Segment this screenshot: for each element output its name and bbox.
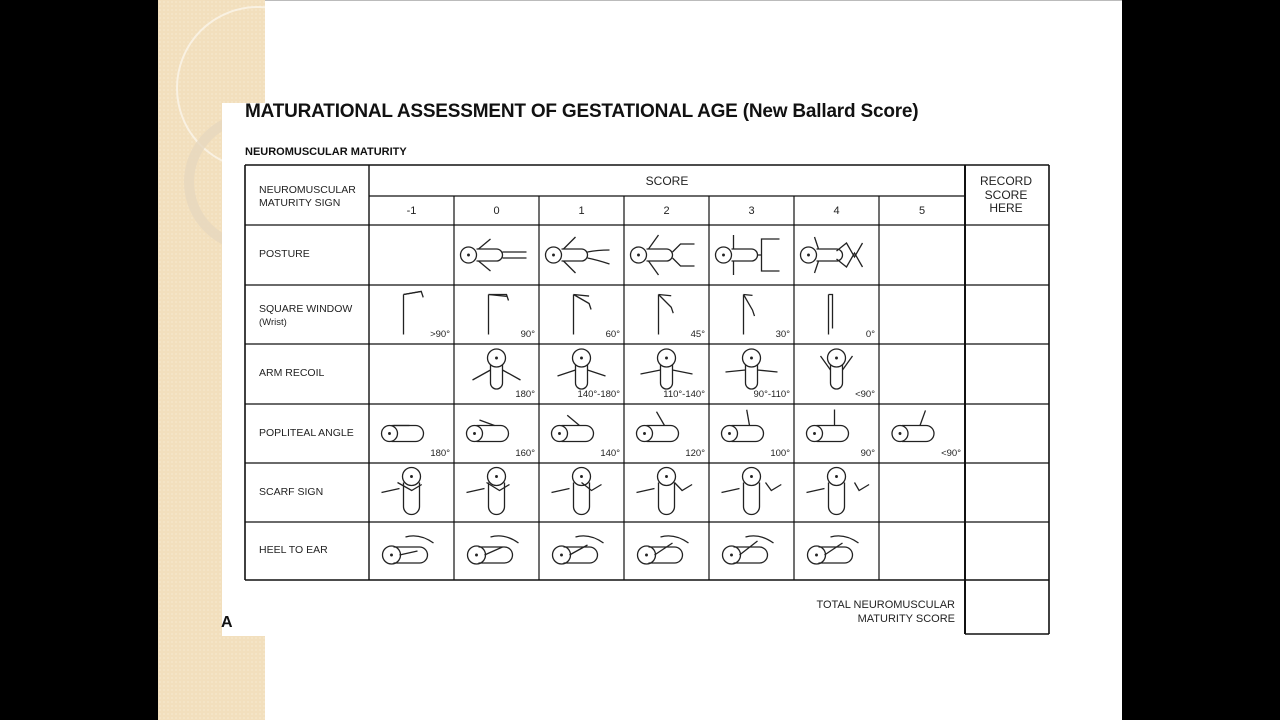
angle-value: 30° [775, 329, 790, 340]
popliteal-angle-figure-score-5 [892, 410, 934, 441]
row-label: POPLITEAL ANGLE [259, 426, 354, 439]
row-label: POSTURE [259, 248, 310, 260]
posture-figure-score-2 [631, 235, 695, 275]
heel-to-ear-figure-score-3 [723, 536, 774, 564]
popliteal-angle-figure-score--1 [382, 426, 424, 442]
popliteal-angle-figure-score-2 [637, 412, 679, 442]
sign-column-header: NEUROMUSCULAR [259, 184, 356, 196]
row-label: SQUARE WINDOW [259, 302, 353, 315]
square-window-figure-score-0 [489, 295, 509, 335]
heel-to-ear-figure-score--1 [383, 536, 434, 564]
page-title: MATURATIONAL ASSESSMENT OF GESTATIONAL AGE (New Ballard Score) [245, 101, 919, 122]
square-window-figure-score-4 [829, 295, 833, 335]
arm-recoil-figure-score-2 [641, 349, 693, 389]
angle-value: 60° [605, 329, 620, 340]
record-score-input[interactable] [967, 346, 1047, 402]
sign-column-header: MATURITY SIGN [259, 197, 341, 209]
angle-value: <90° [855, 389, 875, 400]
angle-value: 45° [690, 329, 705, 340]
record-score-header: HERE [989, 201, 1023, 215]
heel-to-ear-figure-score-2 [638, 536, 689, 564]
record-score-input[interactable] [967, 406, 1047, 461]
posture-figure-score-3 [716, 235, 780, 275]
angle-value: 110°-140° [663, 389, 705, 400]
square-window-figure-score-1 [574, 295, 592, 335]
angle-value: 140°-180° [577, 389, 620, 400]
row-label: ARM RECOIL [259, 367, 325, 379]
scarf-sign-figure-score-3 [722, 468, 782, 515]
row-label: SCARF SIGN [259, 485, 324, 498]
total-label: MATURITY SCORE [857, 613, 955, 625]
record-score-input[interactable] [967, 524, 1047, 578]
arm-recoil-figure-score-3 [726, 349, 778, 389]
record-score-input[interactable] [967, 465, 1047, 520]
angle-value: <90° [941, 448, 961, 459]
posture-figure-score-1 [546, 237, 610, 273]
square-window-figure-score-3 [744, 295, 755, 335]
row-label: HEEL TO EAR [259, 544, 328, 556]
popliteal-angle-figure-score-1 [552, 415, 594, 441]
row-sublabel: (Wrist) [259, 316, 287, 328]
angle-value: 90°-110° [753, 389, 790, 400]
score-header: SCORE [645, 174, 689, 188]
score-column-label--1: -1 [406, 205, 417, 217]
scarf-sign-figure-score-0 [467, 468, 510, 515]
angle-value: 0° [865, 329, 875, 340]
angle-value: 90° [860, 448, 875, 459]
popliteal-angle-figure-score-4 [807, 410, 849, 442]
arm-recoil-figure-score-0 [473, 349, 521, 389]
heel-to-ear-figure-score-4 [808, 536, 859, 564]
scarf-sign-figure-score-2 [637, 468, 693, 515]
section-heading: NEUROMUSCULAR MATURITY [245, 146, 407, 158]
scarf-sign-figure-score--1 [382, 468, 422, 515]
total-score-input[interactable] [967, 582, 1047, 632]
score-column-label-0: 0 [493, 205, 500, 217]
angle-value: 160° [515, 448, 535, 459]
scarf-sign-figure-score-1 [552, 468, 602, 515]
angle-value: 180° [515, 389, 535, 400]
angle-value: 140° [600, 448, 620, 459]
angle-value: 100° [770, 448, 790, 459]
record-score-header: RECORD [979, 174, 1033, 188]
square-window-figure-score-2 [659, 295, 674, 335]
record-score-header: SCORE [984, 187, 1028, 202]
arm-recoil-figure-score-1 [558, 349, 606, 389]
score-column-label-1: 1 [578, 205, 585, 217]
figure-letter: A [221, 614, 233, 631]
heel-to-ear-figure-score-1 [553, 536, 604, 564]
score-column-label-3: 3 [748, 205, 755, 217]
scarf-sign-figure-score-4 [807, 468, 870, 515]
popliteal-angle-figure-score-0 [467, 420, 509, 441]
score-column-label-4: 4 [833, 205, 840, 217]
arm-recoil-figure-score-4 [821, 349, 853, 389]
angle-value: >90° [430, 329, 450, 340]
score-column-label-2: 2 [663, 205, 670, 217]
popliteal-angle-figure-score-3 [722, 410, 764, 442]
angle-value: 120° [685, 448, 705, 459]
square-window-figure-score--1 [404, 291, 424, 334]
posture-figure-score-0 [461, 239, 527, 271]
heel-to-ear-figure-score-0 [468, 536, 519, 564]
score-column-label-5: 5 [918, 205, 926, 217]
angle-value: 180° [430, 448, 450, 459]
record-score-input[interactable] [967, 287, 1047, 342]
angle-value: 90° [520, 329, 535, 340]
record-score-input[interactable] [967, 227, 1047, 283]
posture-figure-score-4 [801, 237, 863, 273]
total-label: TOTAL NEUROMUSCULAR [816, 599, 955, 611]
